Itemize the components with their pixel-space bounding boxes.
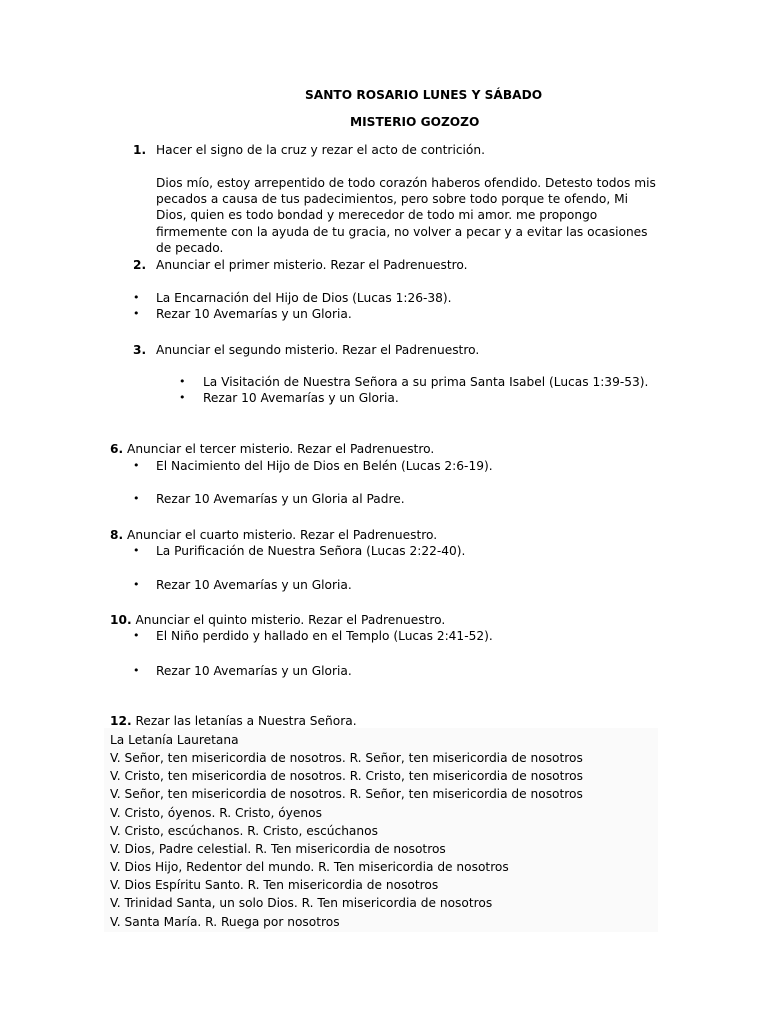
step-number: 2. [133, 258, 147, 272]
litany-line: V. Dios, Padre celestial. R. Ten misericordia de nosotros [110, 842, 446, 856]
bullet-icon: • [179, 391, 186, 404]
litany-heading: La Letanía Lauretana [110, 733, 239, 747]
list-item: Rezar 10 Avemarías y un Gloria. [156, 578, 352, 592]
step-number: 3. [133, 343, 147, 357]
bullet-icon: • [133, 578, 140, 591]
step-line [110, 713, 357, 729]
list-item: Rezar 10 Avemarías y un Gloria. [203, 391, 399, 405]
bullet-icon: • [133, 664, 140, 677]
list-item: El Nacimiento del Hijo de Dios en Belén (Lucas 2:6-19). [156, 459, 493, 473]
litany-line: V. Trinidad Santa, un solo Dios. R. Ten misericordia de nosotros [110, 896, 493, 910]
litany-line: V. Santa María. R. Ruega por nosotros [110, 915, 340, 929]
bullet-icon: • [133, 492, 140, 505]
list-item: Rezar 10 Avemarías y un Gloria. [156, 307, 352, 321]
bullet-icon: • [133, 629, 140, 642]
step-text: Anunciar el primer misterio. Rezar el Padrenuestro. [156, 258, 468, 272]
step-number: 6. [110, 442, 124, 456]
step-text: Anunciar el segundo misterio. Rezar el Padrenuestro. [156, 343, 480, 357]
litany-line: V. Dios Espíritu Santo. R. Ten misericordia de nosotros [110, 878, 439, 892]
bullet-icon: • [133, 307, 140, 320]
step-line [110, 441, 434, 457]
step-number: 8. [110, 528, 124, 542]
litany-line: V. Cristo, óyenos. R. Cristo, óyenos [110, 806, 322, 820]
bullet-icon: • [179, 375, 186, 388]
step-text: Hacer el signo de la cruz y rezar el acto de contrición. [156, 143, 485, 157]
list-item: La Visitación de Nuestra Señora a su prima Santa Isabel (Lucas 1:39-53). [203, 375, 649, 389]
bullet-icon: • [133, 544, 140, 557]
list-item: El Niño perdido y hallado en el Templo (Lucas 2:41-52). [156, 629, 493, 643]
litany-line: V. Señor, ten misericordia de nosotros. R. Señor, ten misericordia de nosotros [110, 751, 583, 765]
bullet-icon: • [133, 291, 140, 304]
step-text: Anunciar el tercer misterio. Rezar el Padrenuestro. [123, 442, 435, 456]
list-item: La Encarnación del Hijo de Dios (Lucas 1:26-38). [156, 291, 452, 305]
step-number: 1. [133, 143, 147, 157]
litany-line: V. Señor, ten misericordia de nosotros. R. Señor, ten misericordia de nosotros [110, 787, 583, 801]
step-line [110, 527, 437, 543]
step-number: 10. [110, 613, 132, 627]
contrition-prayer: Dios mío, estoy arrepentido de todo corazón haberos ofendido. Detesto todos mis pecados a causa de tus padecimientos, pero sobre todo porque te ofendo, Mi Dios, quien es todo bondad y merecedor de todo mi amor. me propongo firmemente con la ayuda de tu gracia, no volver a pecar y a evitar las ocasiones de pecado. [156, 176, 656, 255]
list-item: Rezar 10 Avemarías y un Gloria al Padre. [156, 492, 405, 506]
document-title: SANTO ROSARIO LUNES Y SÁBADO [305, 88, 543, 102]
step-number: 12. [110, 714, 132, 728]
bullet-icon: • [133, 459, 140, 472]
litany-line: V. Dios Hijo, Redentor del mundo. R. Ten misericordia de nosotros [110, 860, 509, 874]
step-text: Anunciar el quinto misterio. Rezar el Padrenuestro. [131, 613, 446, 627]
step-text: Anunciar el cuarto misterio. Rezar el Padrenuestro. [123, 528, 438, 542]
list-item: La Purificación de Nuestra Señora (Lucas 2:22-40). [156, 544, 466, 558]
list-item: Rezar 10 Avemarías y un Gloria. [156, 664, 352, 678]
document-subtitle: MISTERIO GOZOZO [350, 115, 480, 129]
litany-line: V. Cristo, ten misericordia de nosotros. R. Cristo, ten misericordia de nosotros [110, 769, 583, 783]
step-line [110, 612, 445, 628]
step-text: Rezar las letanías a Nuestra Señora. [131, 714, 357, 728]
litany-line: V. Cristo, escúchanos. R. Cristo, escúchanos [110, 824, 378, 838]
